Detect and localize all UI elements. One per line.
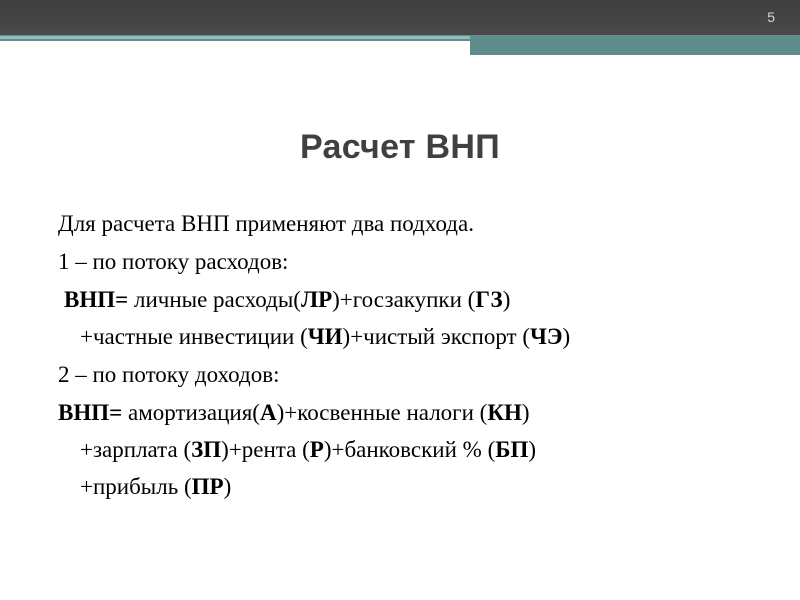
formula-term: А	[259, 400, 277, 425]
formula-term: ЧИ	[307, 324, 343, 349]
formula-text: )	[562, 324, 571, 349]
approach-expenditure-label: 1 – по потоку расходов:	[58, 249, 289, 274]
formula-text: )	[528, 437, 537, 462]
intro-line: Для расчета ВНП применяют два подхода.	[58, 211, 474, 236]
formula-term: ЧЭ	[529, 324, 563, 349]
slide-body	[58, 205, 758, 506]
formula-text: )	[521, 400, 530, 425]
slide-title: Расчет ВНП	[299, 128, 500, 166]
formula-income	[58, 394, 758, 432]
formula-expenditure-cont	[58, 318, 758, 356]
formula-text: +зарплата (	[80, 437, 192, 462]
formula-text: +прибыль (	[80, 474, 192, 499]
formula-term: КН	[487, 400, 522, 425]
formula-text: личные расходы(	[128, 287, 301, 312]
formula-text: )	[223, 474, 232, 499]
formula-text: +частные инвестиции (	[80, 324, 308, 349]
formula-term: ЛР	[300, 287, 333, 312]
formula-term: ГЗ	[475, 287, 503, 312]
formula-text: )	[502, 287, 511, 312]
formula-income-cont	[58, 431, 758, 469]
accent-strip-highlight	[0, 36, 470, 39]
formula-term: ВНП=	[64, 287, 129, 312]
formula-text: )+банковский % (	[323, 437, 496, 462]
formula-income-cont-2	[58, 468, 758, 506]
formula-term: Р	[309, 437, 324, 462]
header-band	[0, 0, 800, 38]
formula-term: ПР	[191, 474, 224, 499]
formula-text: )+чистый экспорт (	[342, 324, 530, 349]
formula-text: амортизация(	[122, 400, 260, 425]
formula-expenditure	[58, 281, 758, 319]
accent-bar	[470, 39, 800, 55]
formula-term: ЗП	[191, 437, 222, 462]
slide-number: 5	[767, 9, 775, 25]
approach-income-label: 2 – по потоку доходов:	[58, 362, 280, 387]
formula-text: )+госзакупки (	[332, 287, 476, 312]
formula-text: )+косвенные налоги (	[276, 400, 488, 425]
formula-term: БП	[495, 437, 529, 462]
formula-text: )+рента (	[221, 437, 310, 462]
formula-term: ВНП=	[58, 400, 123, 425]
